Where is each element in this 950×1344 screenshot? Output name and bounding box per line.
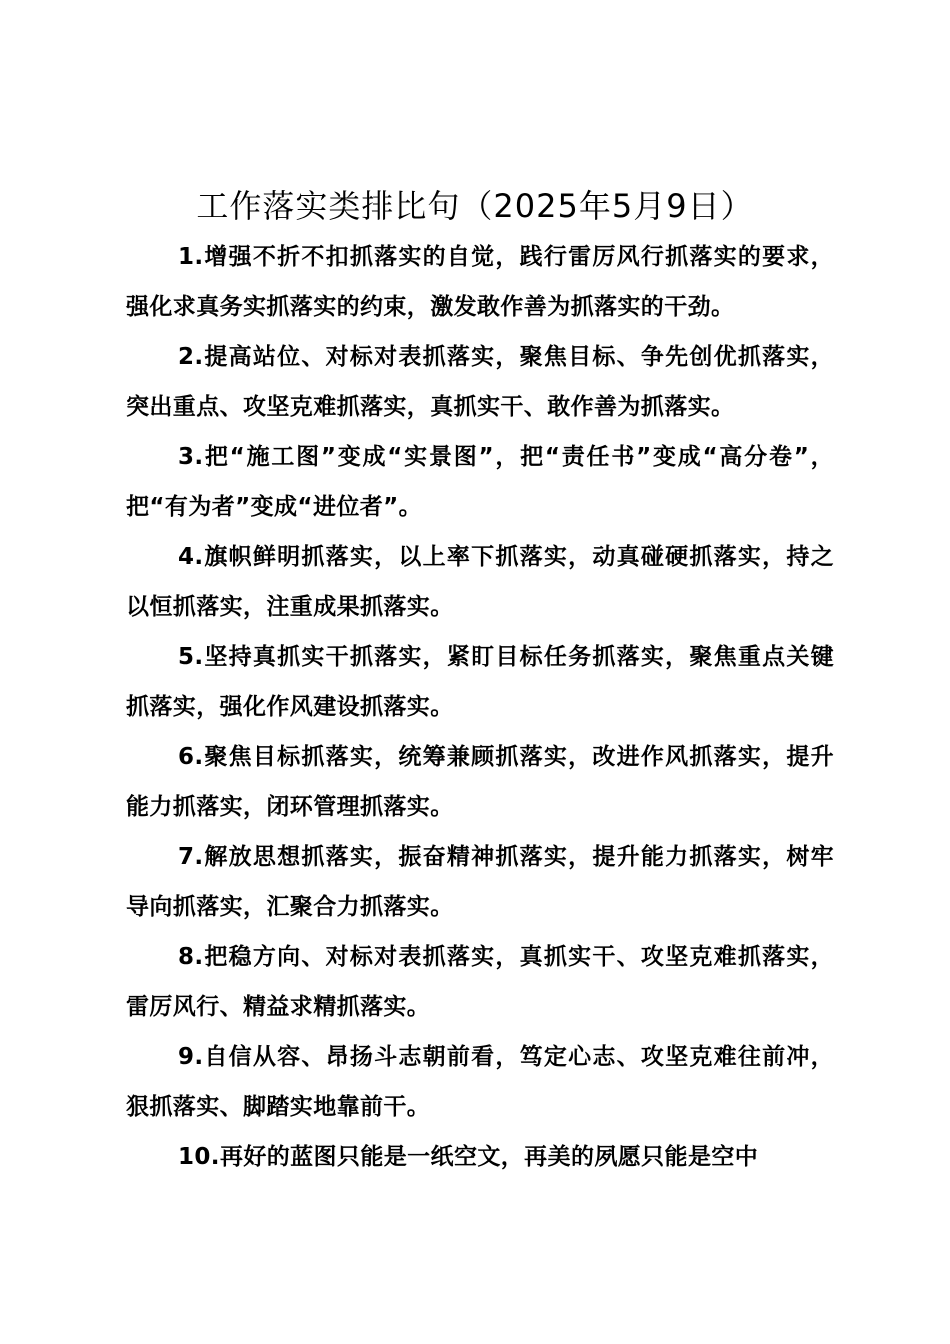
- paragraph-8: 8.把稳方向、对标对表抓落实，真抓实干、攻坚克难抓落实，雷厉风行、精益求精抓落实。: [126, 944, 834, 1020]
- paragraph-4: 4.旗帜鲜明抓落实，以上率下抓落实，动真碰硬抓落实，持之以恒抓落实，注重成果抓落实。: [126, 544, 834, 620]
- paragraph-2: 2.提高站位、对标对表抓落实，聚焦目标、争先创优抓落实，突出重点、攻坚克难抓落实，真抓实干、敢作善为抓落实。: [126, 344, 834, 420]
- paragraph-9: 9.自信从容、昂扬斗志朝前看，笃定心志、攻坚克难往前冲，狠抓落实、脚踏实地靠前干。: [126, 1044, 834, 1120]
- paragraph-3: 3.把“施工图”变成“实景图”，把“责任书”变成“高分卷”，把“有为者”变成“进位者”。: [126, 444, 834, 520]
- paragraph-5: 5.坚持真抓实干抓落实，紧盯目标任务抓落实，聚焦重点关键抓落实，强化作风建设抓落实。: [126, 644, 834, 720]
- document-title: 工作落实类排比句（2025年5月9日）: [196, 187, 754, 225]
- paragraph-1: 1.增强不折不扣抓落实的自觉，践行雷厉风行抓落实的要求，强化求真务实抓落实的约束，激发敢作善为抓落实的干劲。: [126, 244, 834, 320]
- paragraph-6: 6.聚焦目标抓落实，统筹兼顾抓落实，改进作风抓落实，提升能力抓落实，闭环管理抓落实。: [126, 744, 834, 820]
- paragraph-10: 10.再好的蓝图只能是一纸空文，再美的夙愿只能是空中: [178, 1144, 759, 1170]
- paragraph-7: 7.解放思想抓落实，振奋精神抓落实，提升能力抓落实，树牢导向抓落实，汇聚合力抓落实。: [126, 844, 834, 920]
- document-body: [126, 232, 834, 1182]
